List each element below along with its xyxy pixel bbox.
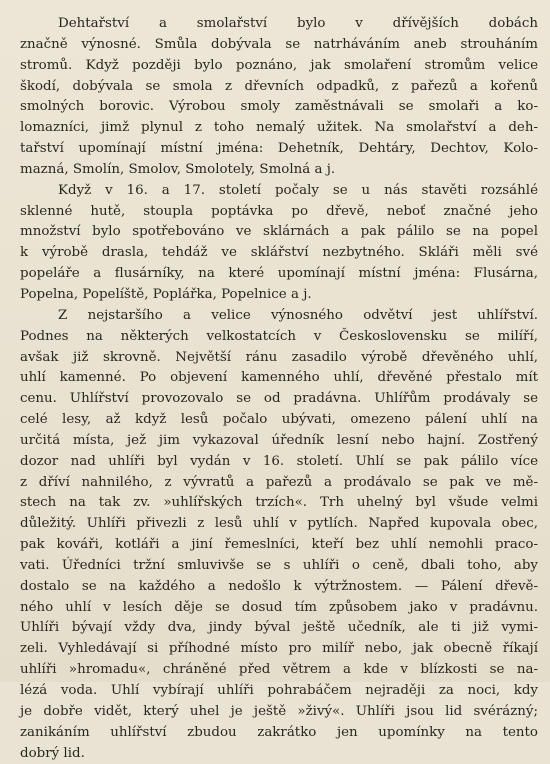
- text-line: mazná, Smolín, Smolov, Smolotely, Smolná a j.: [20, 161, 336, 177]
- text-line: smolných borovic. Výrobou smoly zaměstnávali se smolaři a ko-: [20, 99, 538, 115]
- text-line: Uhlíři bývají vždy dva, jindy býval ještě učedník, ale ti již vymi-: [20, 620, 538, 636]
- text-line: ného uhlí v lesích děje se dosud tím způsobem jako v pradávnu.: [20, 599, 538, 615]
- paragraph-glassworks: [20, 181, 538, 306]
- text-line: škodí, dobývala se smola z dřevních odpadků, z pařezů a kořenů: [20, 78, 538, 94]
- text-line: Když v 16. a 17. století počaly se u nás stavěti rozsáhlé: [58, 182, 538, 198]
- text-line: pak kováři, kotláři a jiní řemeslníci, kteří bez uhlí nemohli praco-: [20, 537, 538, 553]
- text-line: stech na tak zv. »uhlířských trzích«. Trh uhelný byl všude velmi: [20, 495, 538, 511]
- text-line: dobrý lid.: [20, 745, 85, 761]
- text-line: množství bylo spotřebováno ve sklárnách a pak pálilo se na popel: [20, 224, 538, 240]
- text-line: zeli. Vyhledávají si příhodné místo pro milíř nebo, jak obecně říkají: [20, 641, 538, 657]
- text-line: zanikáním uhlířství zbudou zakrátko jen upomínky na tento: [20, 724, 538, 740]
- paragraph-tar-and-pitch: [20, 14, 538, 181]
- text-line: tařství upomínají místní jména: Dehetník, Dehtáry, Dechtov, Kolo-: [20, 141, 538, 157]
- text-line: uhlí kamenné. Po objevení kamenného uhlí, dřevěné přestalo mít: [20, 370, 538, 386]
- text-line: značně výnosné. Smůla dobývala se natrháváním aneb strouháním: [20, 36, 538, 52]
- body-text: [20, 14, 538, 764]
- text-line: Podnes na některých velkostatcích v Československu se milíří,: [20, 328, 538, 344]
- text-line: je dobře vidět, který uhel je ještě »živý«. Uhlíři jsou lid svérázný;: [20, 703, 538, 719]
- text-line: Z nejstaršího a velice výnosného odvětví jest uhlířství.: [58, 307, 538, 323]
- text-line: určitá místa, jež jim vykazoval úředník lesní nebo hajní. Zostřený: [20, 432, 538, 448]
- text-line: k výrobě drasla, tehdáž ve sklářství nezbytného. Skláři měli své: [20, 245, 538, 261]
- text-line: sklenné hutě, stoupla poptávka po dřevě, neboť značné jeho: [20, 203, 538, 219]
- text-line: celé lesy, až když lesů počalo ubývati, omezeno pálení uhlí na: [20, 412, 538, 428]
- text-line: cenu. Uhlířství provozovalo se od pradávna. Uhlířům prodávaly se: [20, 391, 538, 407]
- text-line: Popelna, Popelíště, Poplářka, Popelnice a j.: [20, 286, 312, 302]
- text-line: Dehtařství a smolařství bylo v dřívějších dobách: [58, 16, 538, 31]
- text-line: vati. Úředníci tržní smluvivše se s uhlíři o ceně, dbali toho, aby: [20, 557, 538, 573]
- text-line: lomazníci, jimž plynul z toho nemalý užitek. Na smolařství a deh-: [20, 120, 538, 136]
- text-line: lézá voda. Uhlí vybírají uhlíři pohrabáčem nejraději za noci, kdy: [20, 683, 538, 698]
- text-line: důležitý. Uhlíři přivezli z lesů uhlí v pytlích. Napřed kupovala obec,: [20, 516, 538, 532]
- text-line: z dříví nahnilého, z vývratů a pařezů a prodávalo se pak ve mě-: [20, 474, 538, 490]
- text-line: popeláře a flusárníky, na které upomínají místní jména: Flusárna,: [20, 266, 538, 282]
- text-line: avšak již skrovně. Největší ránu zasadilo výrobě dřevěného uhlí,: [20, 349, 538, 365]
- text-line: stromů. Když později bylo poznáno, jak smolaření stromům velice: [20, 57, 538, 73]
- text-line: dostalo se na každého a nedošlo k výtržnostem. — Pálení dřevě-: [20, 578, 538, 594]
- text-line: dozor nad uhlíři byl vydán v 16. století. Uhlí se pak pálilo více: [20, 453, 538, 469]
- paragraph-charcoal-burning: [20, 306, 538, 764]
- text-line: uhlíři »hromadu«, chráněné před větrem a kde v blízkosti se na-: [20, 662, 538, 678]
